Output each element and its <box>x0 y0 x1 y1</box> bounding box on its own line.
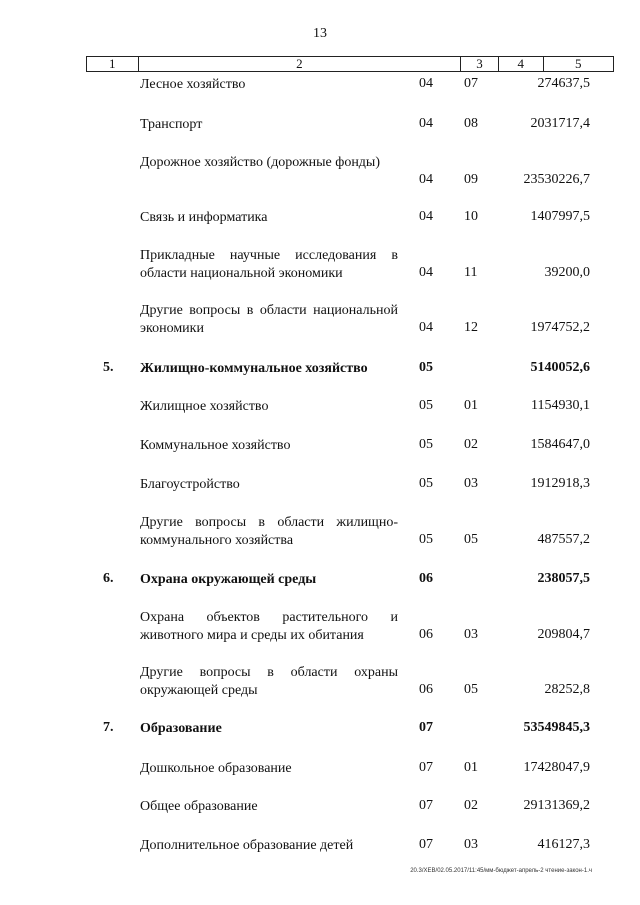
row-subsection-code: 07 <box>464 76 478 91</box>
row-amount: 5140052,6 <box>530 360 590 375</box>
row-amount: 29131369,2 <box>523 798 590 813</box>
row-section-code: 07 <box>419 837 433 852</box>
row-section-code: 07 <box>419 760 433 775</box>
footer-file-path: 20.3/XEB/02.05.2017/11:45/мм-бюджет-апрель-2 чтение-закон-1.ч <box>410 868 592 874</box>
header-col-1: 1 <box>87 57 139 71</box>
row-subsection-code: 03 <box>464 627 478 642</box>
row-amount: 1584647,0 <box>530 437 590 452</box>
row-name: Другие вопросы в области охраны окружающей среды <box>140 665 398 698</box>
row-amount: 23530226,7 <box>523 172 590 187</box>
row-name: Связь и информатика <box>140 210 268 225</box>
row-subsection-code: 11 <box>464 265 478 280</box>
row-subsection-code: 01 <box>464 760 478 775</box>
row-amount: 274637,5 <box>537 76 590 91</box>
row-subsection-code: 05 <box>464 682 478 697</box>
row-subsection-code: 08 <box>464 116 478 131</box>
row-section-code: 04 <box>419 116 433 131</box>
row-name: Транспорт <box>140 117 203 132</box>
row-amount: 28252,8 <box>544 682 590 697</box>
row-section-code: 05 <box>419 476 433 491</box>
row-name: Прикладные научные исследования в области национальной экономики <box>140 248 398 281</box>
row-subsection-code: 02 <box>464 437 478 452</box>
row-name: Коммунальное хозяйство <box>140 438 291 453</box>
row-subsection-code: 05 <box>464 532 478 547</box>
row-amount: 238057,5 <box>537 571 590 586</box>
row-subsection-code: 03 <box>464 476 478 491</box>
row-section-code: 06 <box>419 682 433 697</box>
row-amount: 487557,2 <box>537 532 590 547</box>
row-section-code: 05 <box>419 398 433 413</box>
row-section-code: 05 <box>419 532 433 547</box>
row-amount: 1154930,1 <box>531 398 590 413</box>
row-name: Охрана окружающей среды <box>140 572 317 587</box>
row-subsection-code: 03 <box>464 837 478 852</box>
row-section-code: 05 <box>419 437 433 452</box>
row-name: Образование <box>140 721 222 736</box>
row-section-code: 07 <box>419 798 433 813</box>
row-amount: 53549845,3 <box>523 720 590 735</box>
header-col-5: 5 <box>575 56 582 71</box>
row-amount: 1912918,3 <box>530 476 590 491</box>
row-name: Дошкольное образование <box>140 761 292 776</box>
row-amount: 17428047,9 <box>523 760 590 775</box>
row-name: Общее образование <box>140 799 258 814</box>
row-amount: 1974752,2 <box>530 320 590 335</box>
row-subsection-code: 12 <box>464 320 478 335</box>
row-amount: 2031717,4 <box>530 116 590 131</box>
page-number: 13 <box>313 26 327 41</box>
row-name: Жилищное хозяйство <box>140 399 269 414</box>
row-name: Другие вопросы в области национальной экономики <box>140 303 398 336</box>
row-amount: 416127,3 <box>537 837 590 852</box>
row-amount: 39200,0 <box>544 265 590 280</box>
row-name: Благоустройство <box>140 477 240 492</box>
row-name: Дорожное хозяйство (дорожные фонды) <box>140 155 381 170</box>
row-number: 7. <box>103 720 114 735</box>
header-col-4: 4 <box>499 57 544 71</box>
row-section-code: 06 <box>419 571 433 586</box>
row-section-code: 05 <box>419 360 433 375</box>
row-name: Лесное хозяйство <box>140 77 246 92</box>
header-col-2: 2 <box>139 57 462 71</box>
table-header <box>86 56 614 72</box>
row-section-code: 04 <box>419 172 433 187</box>
row-section-code: 04 <box>419 76 433 91</box>
row-section-code: 04 <box>419 209 433 224</box>
row-subsection-code: 01 <box>464 398 478 413</box>
row-number: 5. <box>103 360 114 375</box>
row-section-code: 04 <box>419 265 433 280</box>
row-subsection-code: 02 <box>464 798 478 813</box>
row-name: Охрана объектов растительного и животного мира и среды их обитания <box>140 610 398 643</box>
row-name: Жилищно-коммунальное хозяйство <box>140 361 368 376</box>
row-amount: 1407997,5 <box>530 209 590 224</box>
row-name: Другие вопросы в области жилищно-коммунального хозяйства <box>140 515 398 548</box>
row-subsection-code: 10 <box>464 209 478 224</box>
row-subsection-code: 09 <box>464 172 478 187</box>
row-name: Дополнительное образование детей <box>140 838 354 853</box>
header-col-3: 3 <box>461 57 499 71</box>
row-section-code: 04 <box>419 320 433 335</box>
row-number: 6. <box>103 571 114 586</box>
row-section-code: 07 <box>419 720 433 735</box>
row-section-code: 06 <box>419 627 433 642</box>
row-amount: 209804,7 <box>537 627 590 642</box>
